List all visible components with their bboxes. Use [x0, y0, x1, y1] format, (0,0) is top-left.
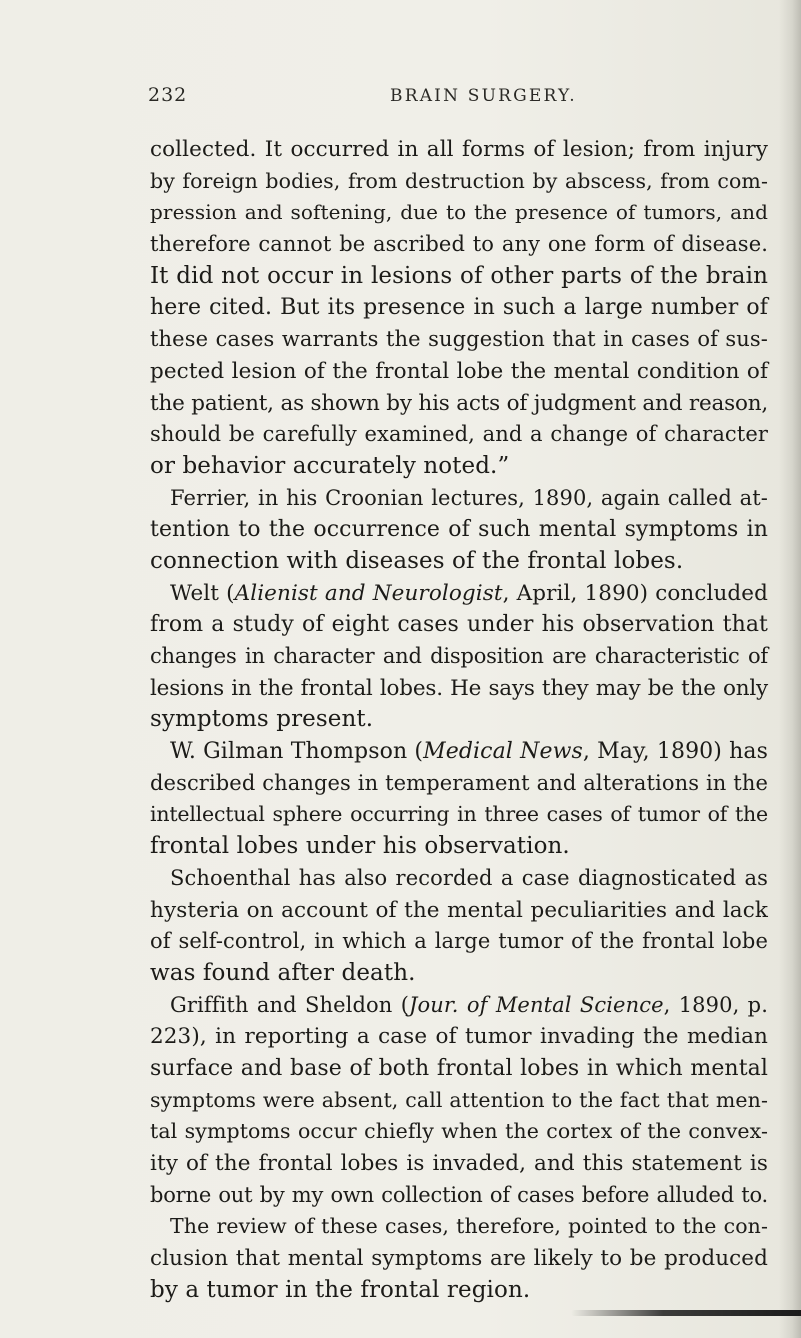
page-number: 232 [148, 84, 188, 106]
text-line: Schoenthal has also recorded a case diagnosticated as [170, 865, 768, 890]
text-fragment: , 1890, p. [663, 992, 769, 1017]
text-line: described changes in temperament and alterations in the [150, 770, 768, 795]
text-line: clusion that mental symptoms are likely to be produced [150, 1246, 768, 1272]
text-line: hysteria on account of the mental peculiarities and lack [150, 897, 768, 923]
text-fragment: , May, 1890) has [582, 739, 768, 765]
text-line: therefore cannot be ascribed to any one form of disease. [150, 232, 768, 257]
text-line: from a study of eight cases under his observation that [150, 612, 768, 638]
text-line: borne out by my own collection of cases before alluded to. [150, 1182, 768, 1207]
text-line: lesions in the frontal lobes. He says they may be the only [150, 675, 768, 701]
text-fragment: Welt ( [170, 580, 235, 606]
text-line: pression and softening, due to the presence of tumors, and [150, 200, 768, 225]
text-line: pected lesion of the frontal lobe the mental condition of [150, 358, 768, 384]
text-line: should be carefully examined, and a change of character [150, 422, 768, 447]
text-line: Ferrier, in his Croonian lectures, 1890, again called at- [170, 485, 768, 510]
text-line: was found after death. [150, 959, 416, 986]
page-bottom-rule [571, 1310, 801, 1316]
text-fragment: Griffith and Sheldon ( [170, 992, 410, 1017]
journal-title: Jour. of Mental Science [409, 992, 664, 1017]
text-line: The review of these cases, therefore, pointed to the con- [170, 1214, 768, 1239]
text-line: surface and base of both frontal lobes in which mental [150, 1055, 768, 1081]
text-line [150, 578, 768, 610]
journal-title: Medical News [423, 739, 583, 765]
text-line [150, 736, 768, 768]
text-line: the patient, as shown by his acts of judgment and reason, [150, 390, 768, 416]
journal-title: Alienist and Neurologist [234, 580, 503, 606]
text-line: by foreign bodies, from destruction by abscess, from com- [150, 168, 768, 193]
body-text [150, 134, 768, 1306]
text-line: symptoms present. [150, 706, 374, 733]
text-line: 223), in reporting a case of tumor invading the median [150, 1024, 768, 1050]
text-line: or behavior accurately noted.” [150, 452, 510, 479]
text-line: here cited. But its presence in such a large number of [150, 295, 768, 321]
text-line: of self-control, in which a large tumor of the frontal lobe [150, 929, 768, 954]
text-line: ity of the frontal lobes is invaded, and this statement is [150, 1151, 768, 1176]
text-line: tention to the occurrence of such mental symptoms in [150, 517, 768, 543]
text-line: symptoms were absent, call attention to the fact that men- [150, 1087, 768, 1112]
text-line: these cases warrants the suggestion that in cases of sus- [150, 327, 768, 352]
text-line: by a tumor in the frontal region. [150, 1276, 531, 1303]
text-fragment: , April, 1890) concluded [502, 580, 768, 606]
text-line: changes in character and disposition are characteristic of [150, 644, 768, 668]
text-fragment: W. Gilman Thompson ( [170, 739, 424, 765]
page-header [0, 84, 801, 114]
page-edge-shadow [779, 0, 801, 1338]
text-line: intellectual sphere occurring in three cases of tumor of the [150, 802, 768, 827]
text-line: tal symptoms occur chiefly when the cortex of the convex- [150, 1119, 768, 1144]
text-line: frontal lobes under his observation. [150, 833, 570, 860]
text-line: It did not occur in lesions of other parts of the brain [150, 262, 768, 289]
text-line [150, 990, 768, 1022]
text-line: connection with diseases of the frontal lobes. [150, 547, 684, 574]
running-head: BRAIN SURGERY. [390, 86, 577, 106]
text-line: collected. It occurred in all forms of lesion; from injury [150, 137, 768, 162]
